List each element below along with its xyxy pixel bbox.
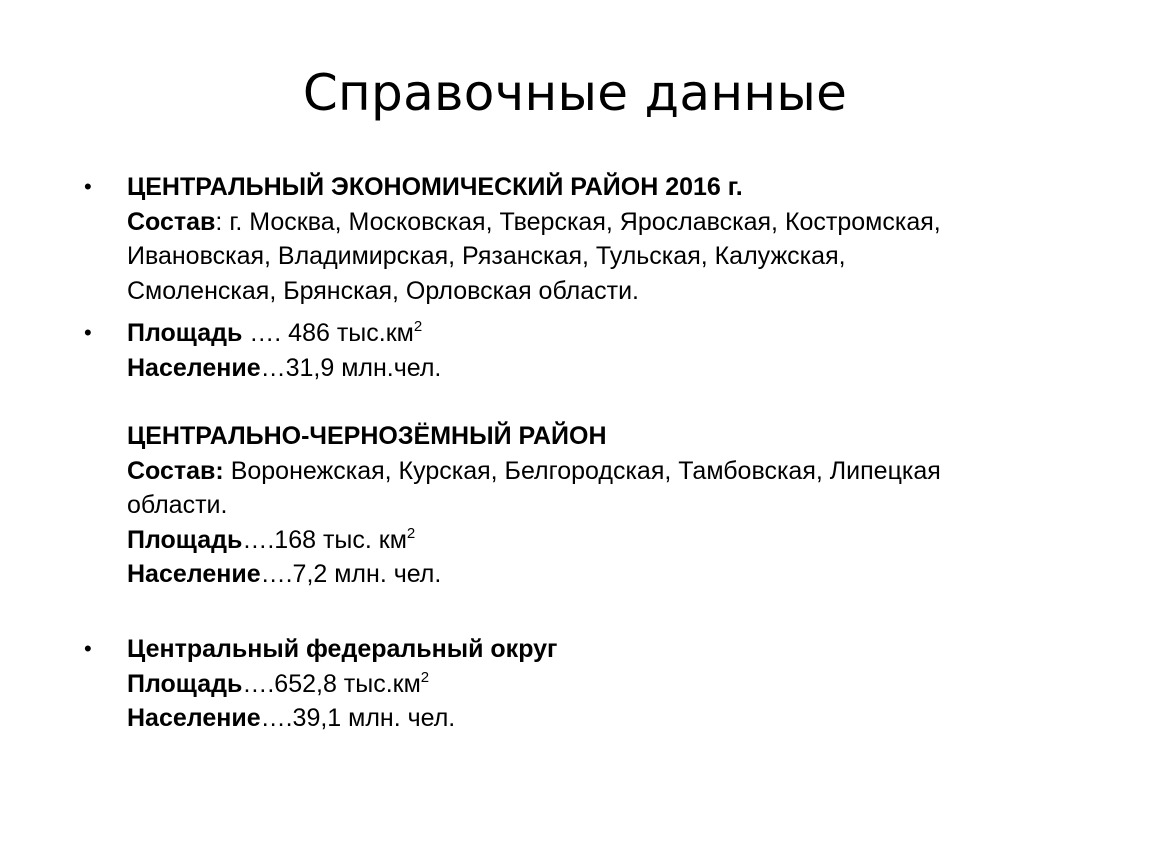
black-earth-area xyxy=(127,523,1107,558)
composition-text: Ивановская, Владимирская, Рязанская, Тульская, Калужская, xyxy=(127,242,846,270)
area-label: Площадь xyxy=(127,319,243,347)
bullet-icon: • xyxy=(84,320,92,345)
area-value: ….652,8 тыс.км xyxy=(242,669,421,698)
central-population xyxy=(127,351,1107,386)
area-label: Площадь xyxy=(127,525,243,554)
composition-text: : г. Москва, Московская, Тверская, Ярославская, Костромская, xyxy=(215,207,941,236)
slide-title: Справочные данные xyxy=(302,64,848,122)
area-unit-sup: 2 xyxy=(420,668,430,686)
area-unit-sup: 2 xyxy=(406,524,416,542)
composition-text: Смоленская, Брянская, Орловская области. xyxy=(127,276,639,305)
population-label: Население xyxy=(127,353,261,382)
central-region-composition xyxy=(127,205,1107,240)
area-value: ….168 тыс. км xyxy=(242,525,407,554)
area-unit-sup: 2 xyxy=(413,318,423,335)
bullet-icon: • xyxy=(84,636,92,661)
population-label: Население xyxy=(127,560,261,588)
central-stats-block xyxy=(127,316,1107,385)
federal-district-area xyxy=(127,667,1107,702)
central-region-heading: ЦЕНТРАЛЬНЫЙ ЭКОНОМИЧЕСКИЙ РАЙОН 2016 г. xyxy=(127,173,743,201)
black-earth-region-heading: ЦЕНТРАЛЬНО-ЧЕРНОЗЁМНЫЙ РАЙОН xyxy=(127,422,607,450)
bullet-icon: • xyxy=(84,174,92,199)
composition-text: Воронежская, Курская, Белгородская, Тамбовская, Липецкая xyxy=(223,456,941,485)
population-value: ….39,1 млн. чел. xyxy=(260,704,456,732)
population-value: ….7,2 млн. чел. xyxy=(260,560,442,588)
area-label: Площадь xyxy=(127,669,243,698)
area-value: …. 486 тыс.км xyxy=(242,319,414,347)
composition-text: области. xyxy=(127,491,228,519)
central-area xyxy=(127,316,1107,351)
population-label: Население xyxy=(127,704,261,732)
black-earth-region-block xyxy=(127,419,1107,592)
composition-label: Состав: xyxy=(127,456,224,485)
black-earth-population xyxy=(127,557,1107,592)
black-earth-composition xyxy=(127,454,1107,489)
population-value: …31,9 млн.чел. xyxy=(260,353,442,382)
federal-district-heading: Центральный федеральный округ xyxy=(127,635,558,663)
federal-district-block xyxy=(127,632,1107,736)
central-region-block xyxy=(127,170,1107,308)
federal-district-population xyxy=(127,701,1107,736)
composition-label: Состав xyxy=(127,207,216,236)
